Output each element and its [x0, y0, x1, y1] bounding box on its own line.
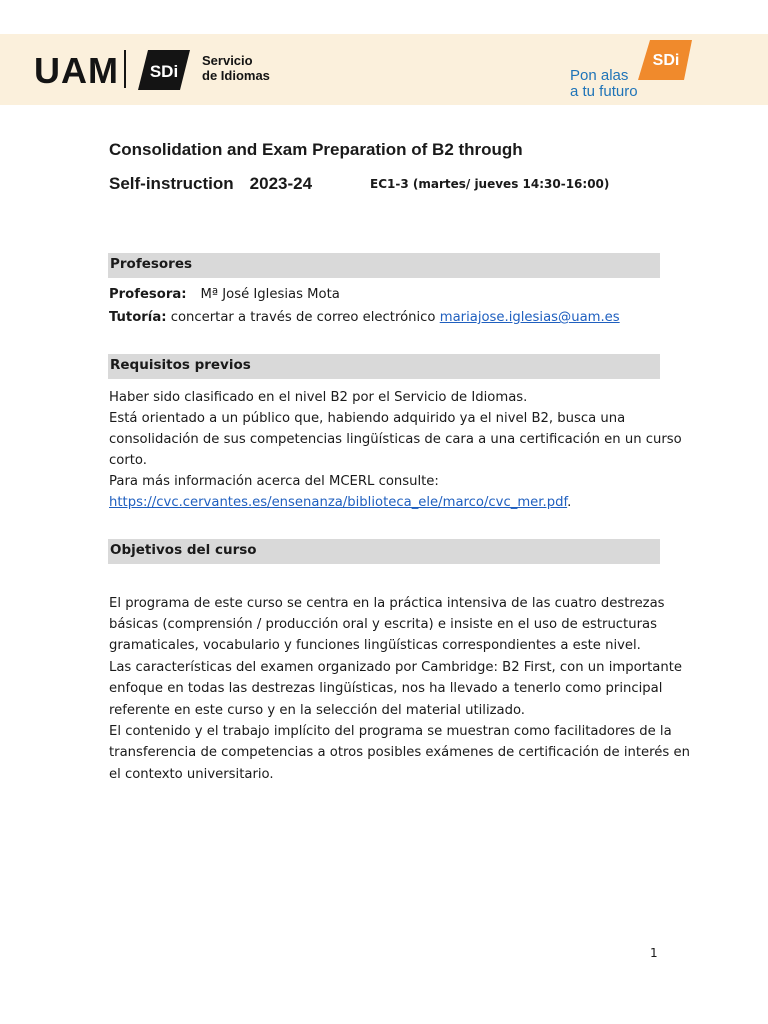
requisitos-line: Haber sido clasificado en el nivel B2 por el Servicio de Idiomas.	[109, 390, 528, 405]
profesora-label: Profesora:	[109, 287, 187, 302]
objetivos-line: transferencia de competencias a otros posibles exámenes de certificación de interés en	[109, 745, 690, 760]
logo-divider	[124, 50, 126, 88]
section-requisitos-heading: Requisitos previos	[110, 357, 251, 373]
objetivos-line: básicas (comprensión / producción oral y escrita) e insiste en el uso de estructuras	[109, 617, 657, 632]
tutoria-label: Tutoría:	[109, 310, 167, 325]
section-objetivos	[108, 539, 660, 564]
page-number: 1	[650, 946, 658, 960]
slogan-line2: a tu futuro	[570, 83, 638, 100]
service-name-line2: de Idiomas	[202, 68, 270, 83]
objetivos-line: el contexto universitario.	[109, 767, 274, 782]
tutoria-row	[109, 310, 620, 325]
tutoria-text: concertar a través de correo electrónico	[170, 310, 436, 325]
document-title-line1: Consolidation and Exam Preparation of B2 through	[109, 140, 523, 159]
objetivos-line: El programa de este curso se centra en la práctica intensiva de las cuatro destrezas	[109, 596, 665, 611]
sdi-logo-mark	[138, 50, 190, 90]
sdi-orange-mark	[638, 40, 692, 80]
section-profesores	[108, 253, 660, 278]
slogan	[570, 68, 638, 100]
section-requisitos	[108, 354, 660, 379]
profesora-name: Mª José Iglesias Mota	[200, 287, 340, 302]
title-year: 2023-24	[249, 174, 313, 193]
objetivos-line: Las características del examen organizado por Cambridge: B2 First, con un importante	[109, 660, 682, 675]
requisitos-line: corto.	[109, 453, 147, 468]
sdi-logo-text: SDi	[149, 62, 179, 81]
uam-logo: UAM	[34, 50, 119, 91]
course-schedule: EC1-3 (martes/ jueves 14:30-16:00)	[370, 177, 610, 191]
mcerl-suffix: .	[567, 495, 572, 510]
requisitos-line: consolidación de sus competencias lingüísticas de cara a una certificación en un curso	[109, 432, 682, 447]
sdi-orange-text: SDi	[652, 52, 680, 69]
title-self-instruction: Self-instruction	[109, 174, 234, 193]
section-objetivos-heading: Objetivos del curso	[110, 542, 257, 558]
document-title-line2	[109, 174, 312, 194]
requisitos-line: Para más información acerca del MCERL consulte:	[109, 474, 439, 489]
objetivos-line: enfoque en todas las destrezas lingüísticas, nos ha llevado a tenerlo como principal	[109, 681, 663, 696]
profesora-row	[109, 287, 340, 302]
section-profesores-heading: Profesores	[110, 256, 193, 272]
slogan-line1: Pon alas	[570, 67, 629, 84]
requisitos-line: Está orientado a un público que, habiendo adquirido ya el nivel B2, busca una	[109, 411, 626, 426]
objetivos-line: El contenido y el trabajo implícito del programa se muestran como facilitadores de la	[109, 724, 672, 739]
email-link[interactable]: mariajose.iglesias@uam.es	[439, 310, 620, 325]
service-name	[202, 53, 270, 83]
objetivos-line: gramaticales, vocabulario y funciones lingüísticas correspondientes a este nivel.	[109, 638, 641, 653]
objetivos-line: referente en este curso y en la selección del material utilizado.	[109, 703, 526, 718]
mcerl-row	[109, 495, 571, 510]
service-name-line1: Servicio	[202, 53, 253, 68]
mcerl-link[interactable]: https://cvc.cervantes.es/ensenanza/biblioteca_ele/marco/cvc_mer.pdf	[109, 495, 568, 510]
